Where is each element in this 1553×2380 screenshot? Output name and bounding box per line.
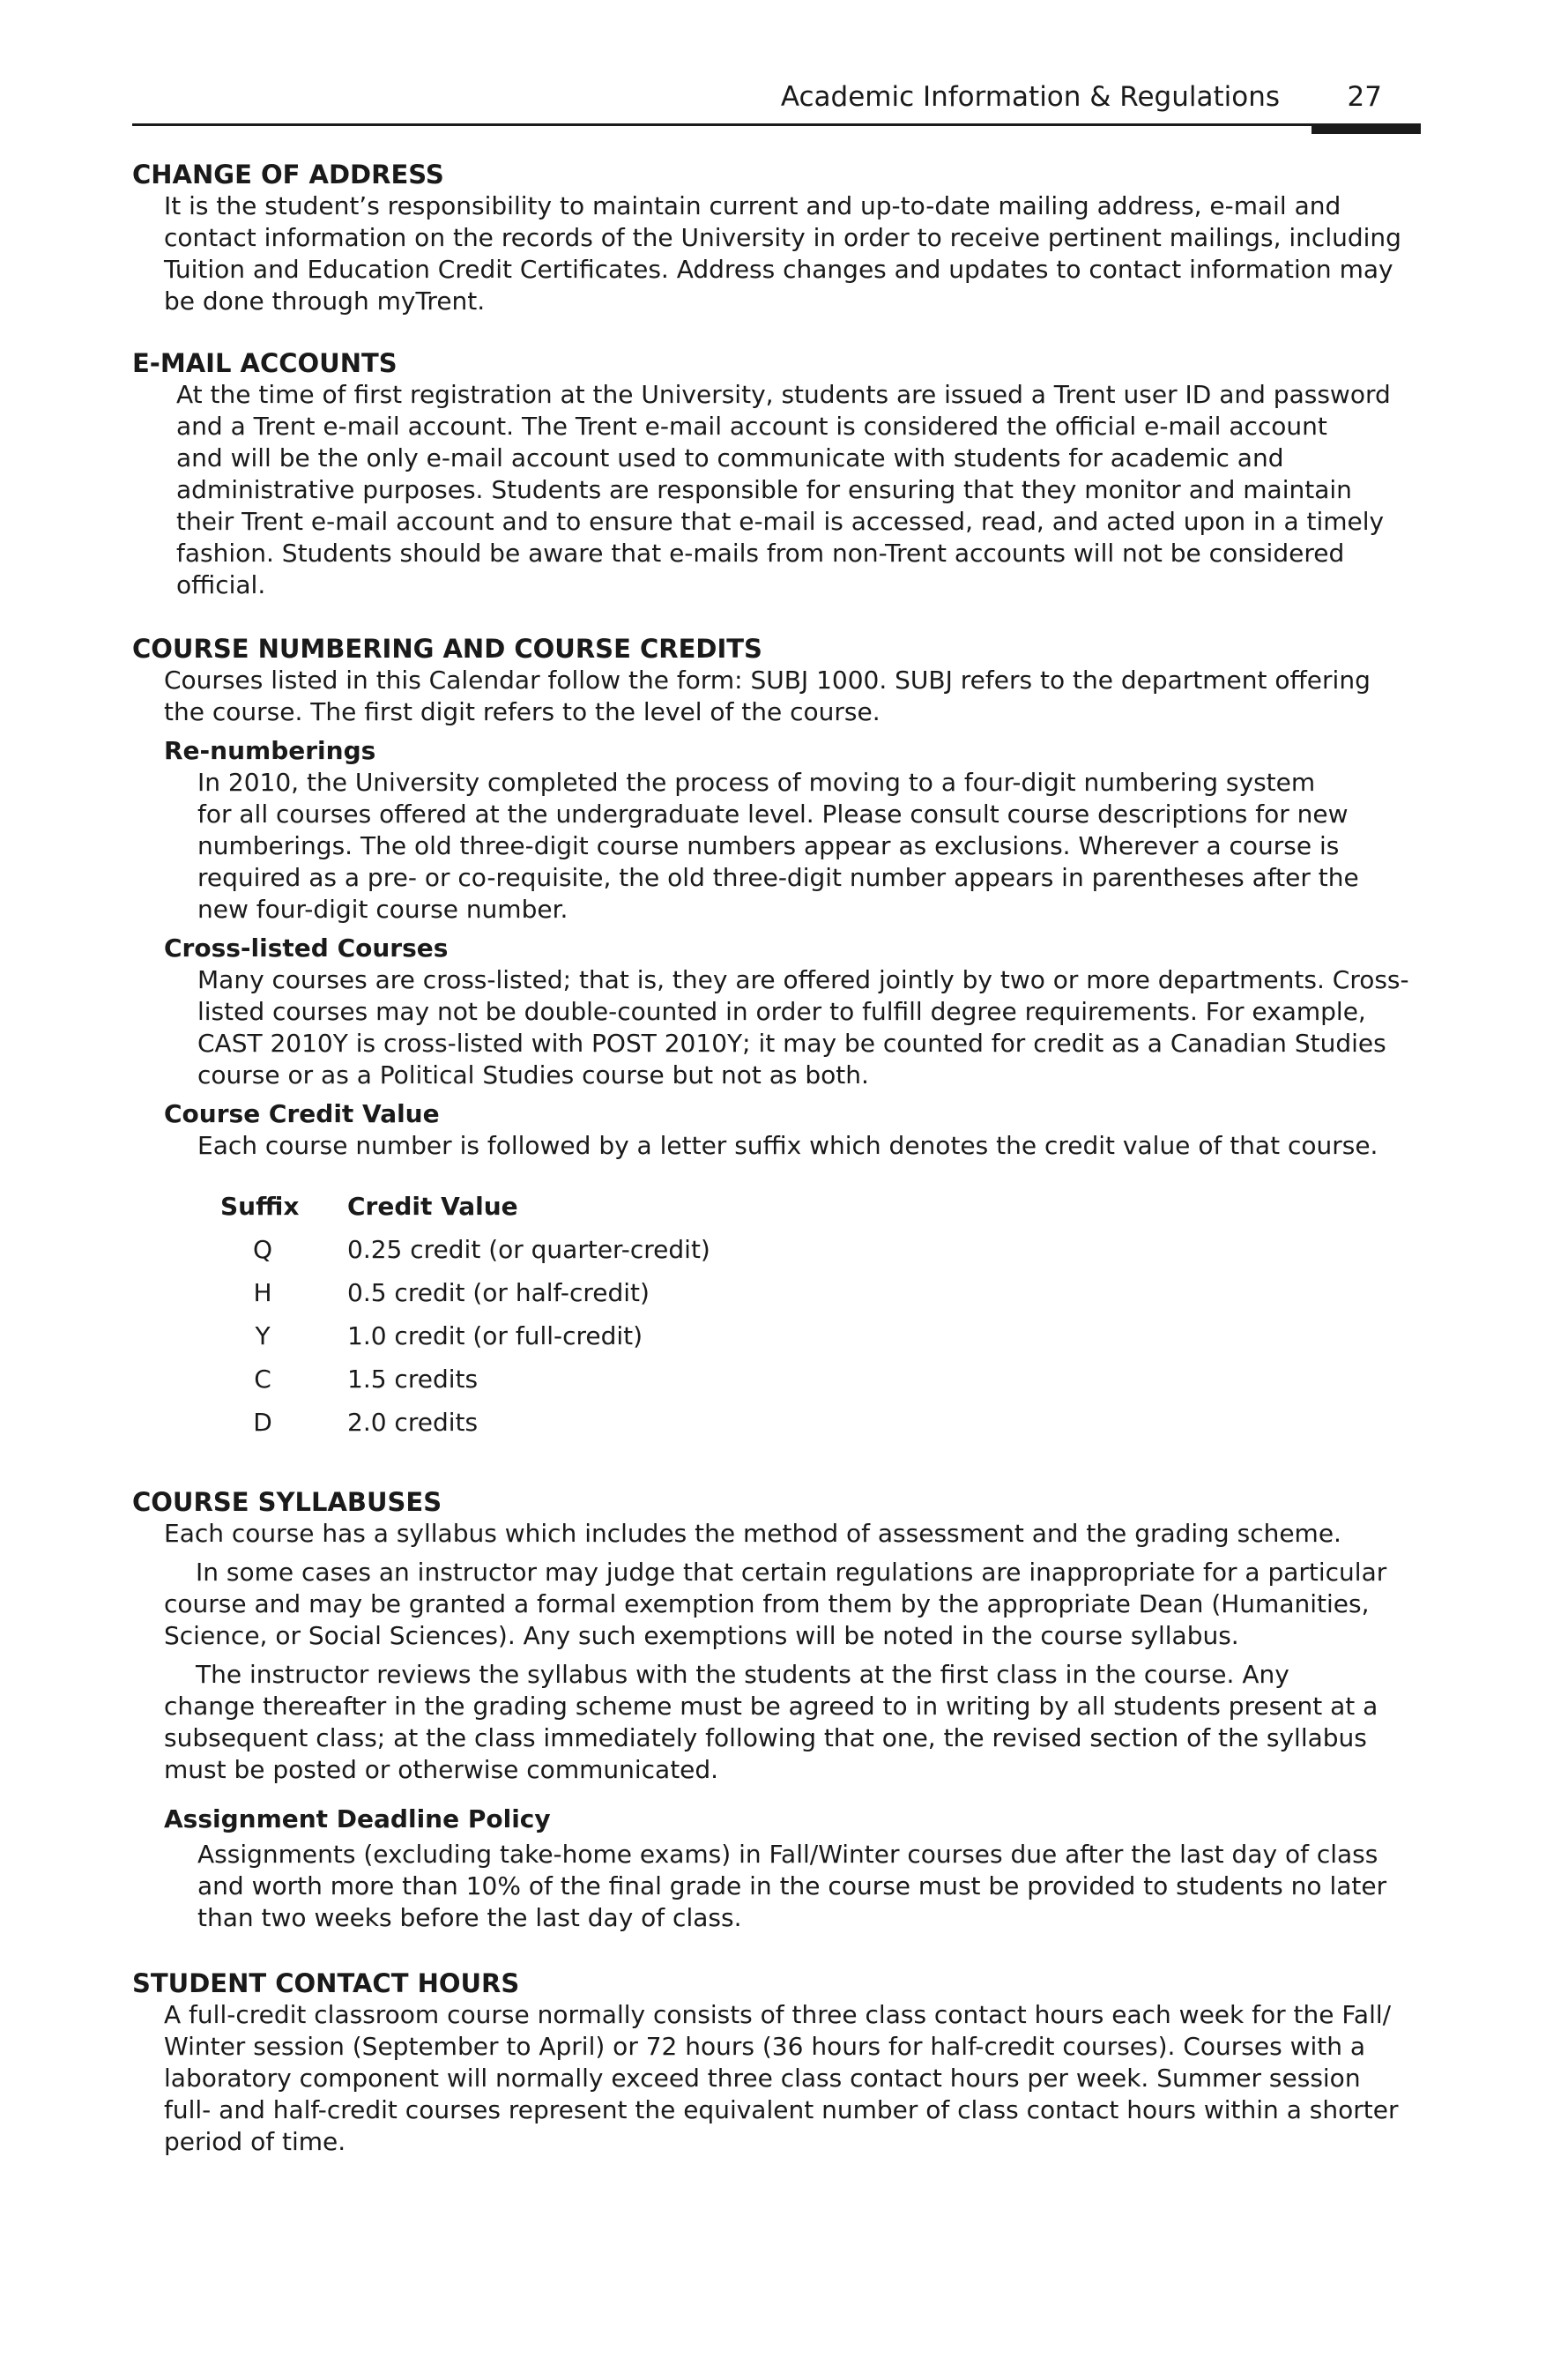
text-line: must be posted or otherwise communicated. [164, 1755, 719, 1784]
section-course-numbering [132, 633, 1421, 1444]
text-line: In some cases an instructor may judge that certain regulations are inappropriate for a particular [196, 1558, 1387, 1587]
text-line: administrative purposes. Students are responsible for ensuring that they monitor and maintain [176, 475, 1352, 504]
text-line: The instructor reviews the syllabus with the students at the first class in the course. Any [196, 1660, 1289, 1689]
text-line: subsequent class; at the class immediately following that one, the revised section of the syllabus [164, 1723, 1367, 1752]
page-number: 27 [1347, 81, 1382, 113]
table-row [220, 1357, 710, 1401]
text-line: be done through myTrent. [164, 286, 486, 316]
table-cell: 2.0 credits [347, 1408, 479, 1437]
credit-suffix-table [220, 1185, 710, 1444]
text-line: At the time of first registration at the University, students are issued a Trent user ID and password [176, 380, 1391, 409]
text-line: Winter session (September to April) or 72 hours (36 hours for half-credit courses). Courses with a [164, 2032, 1366, 2061]
section-title: E-MAIL ACCOUNTS [132, 348, 398, 378]
table-row [220, 1314, 710, 1357]
text-line: official. [176, 570, 266, 599]
table-cell: C [254, 1365, 271, 1394]
page-content [132, 159, 1421, 2158]
subsection-body [132, 1130, 1421, 1162]
text-line: In 2010, the University completed the process of moving to a four-digit numbering system [197, 768, 1316, 797]
text-line: Each course has a syllabus which includes the method of assessment and the grading scheme. [164, 1519, 1341, 1548]
table-cell: Q [252, 1235, 273, 1264]
table-row [220, 1401, 710, 1444]
paragraph [164, 1557, 1421, 1652]
table-cell: 1.5 credits [347, 1365, 479, 1394]
table-cell: 1.0 credit (or full-credit) [347, 1321, 643, 1350]
text-line: laboratory component will normally exceed three class contact hours per week. Summer session [164, 2064, 1361, 2093]
text-line: numberings. The old three-digit course numbers appear as exclusions. Wherever a course is [197, 831, 1340, 860]
text-line: change thereafter in the grading scheme must be agreed to in writing by all students present at a [164, 1692, 1378, 1721]
section-title: COURSE SYLLABUSES [132, 1487, 442, 1517]
subsection-title: Assignment Deadline Policy [164, 1804, 551, 1833]
text-line: Each course number is followed by a letter suffix which denotes the credit value of that course. [197, 1131, 1378, 1160]
text-line: contact information on the records of the University in order to receive pertinent mailings, including [164, 223, 1401, 252]
text-line: Tuition and Education Credit Certificates. Address changes and updates to contact information may [164, 255, 1393, 284]
text-line: full- and half-credit courses represent the equivalent number of class contact hours within a shorter [164, 2095, 1399, 2124]
subsection-title: Cross-listed Courses [164, 933, 449, 963]
column-header: Credit Value [347, 1192, 518, 1221]
text-line: listed courses may not be double-counted in order to fulfill degree requirements. For example, [197, 997, 1366, 1026]
text-line: and worth more than 10% of the final grade in the course must be provided to students no later [197, 1871, 1387, 1900]
text-line: the course. The first digit refers to the level of the course. [164, 697, 881, 726]
table-cell: Y [255, 1321, 271, 1350]
section-change-of-address [132, 159, 1421, 317]
subsection-body [132, 964, 1421, 1091]
paragraph [164, 1659, 1421, 1786]
text-line: It is the student’s responsibility to maintain current and up-to-date mailing address, e-mail and [164, 191, 1341, 220]
text-line: their Trent e-mail account and to ensure that e-mail is accessed, read, and acted upon in a timely [176, 507, 1385, 536]
page-header [132, 78, 1421, 126]
subsection-body [132, 767, 1421, 926]
section-body [132, 379, 1421, 601]
table-cell: D [253, 1408, 272, 1437]
text-line: period of time. [164, 2127, 346, 2156]
text-line: than two weeks before the last day of class. [197, 1903, 742, 1932]
section-course-syllabuses [132, 1486, 1421, 1934]
text-line: Courses listed in this Calendar follow the form: SUBJ 1000. SUBJ refers to the department offering [164, 666, 1371, 695]
running-header-title: Academic Information & Regulations [780, 81, 1280, 113]
section-body [132, 665, 1421, 728]
text-line: required as a pre- or co-requisite, the old three-digit number appears in parentheses after the [197, 863, 1359, 892]
text-line: Assignments (excluding take-home exams) in Fall/Winter courses due after the last day of class [197, 1840, 1378, 1869]
text-line: Science, or Social Sciences). Any such exemptions will be noted in the course syllabus. [164, 1621, 1239, 1650]
text-line: Many courses are cross-listed; that is, they are offered jointly by two or more departments. Cross- [197, 965, 1409, 994]
section-title: CHANGE OF ADDRESS [132, 160, 444, 190]
table-row [220, 1228, 710, 1271]
text-line: course or as a Political Studies course but not as both. [197, 1060, 869, 1090]
text-line: and a Trent e-mail account. The Trent e-mail account is considered the official e-mail account [176, 412, 1327, 441]
text-line: for all courses offered at the undergraduate level. Please consult course descriptions for new [197, 800, 1349, 829]
section-body [132, 1999, 1421, 2158]
text-line: fashion. Students should be aware that e-mails from non-Trent accounts will not be considered [176, 539, 1345, 568]
text-line: new four-digit course number. [197, 895, 568, 924]
table-cell: 0.25 credit (or quarter-credit) [347, 1235, 710, 1264]
section-student-contact-hours [132, 1967, 1421, 2158]
table-header-row [220, 1185, 710, 1228]
column-header: Suffix [220, 1192, 300, 1221]
section-email-accounts [132, 347, 1421, 601]
table-cell: H [253, 1278, 272, 1307]
subsection-title: Course Credit Value [164, 1099, 440, 1128]
text-line: and will be the only e-mail account used to communicate with students for academic and [176, 443, 1284, 472]
section-title: COURSE NUMBERING AND COURSE CREDITS [132, 634, 762, 664]
section-title: STUDENT CONTACT HOURS [132, 1968, 520, 1998]
subsection-body [132, 1839, 1421, 1934]
section-body [132, 1518, 1421, 1786]
section-body [132, 190, 1421, 317]
page-tab-marker [1312, 123, 1421, 134]
subsection-title: Re-numberings [164, 736, 376, 765]
text-line: course and may be granted a formal exemption from them by the appropriate Dean (Humanities, [164, 1589, 1370, 1618]
text-line: CAST 2010Y is cross-listed with POST 2010Y; it may be counted for credit as a Canadian Studies [197, 1029, 1386, 1058]
table-cell: 0.5 credit (or half-credit) [347, 1278, 650, 1307]
text-line: A full-credit classroom course normally consists of three class contact hours each week for the Fall/ [164, 2000, 1392, 2029]
table-row [220, 1271, 710, 1314]
